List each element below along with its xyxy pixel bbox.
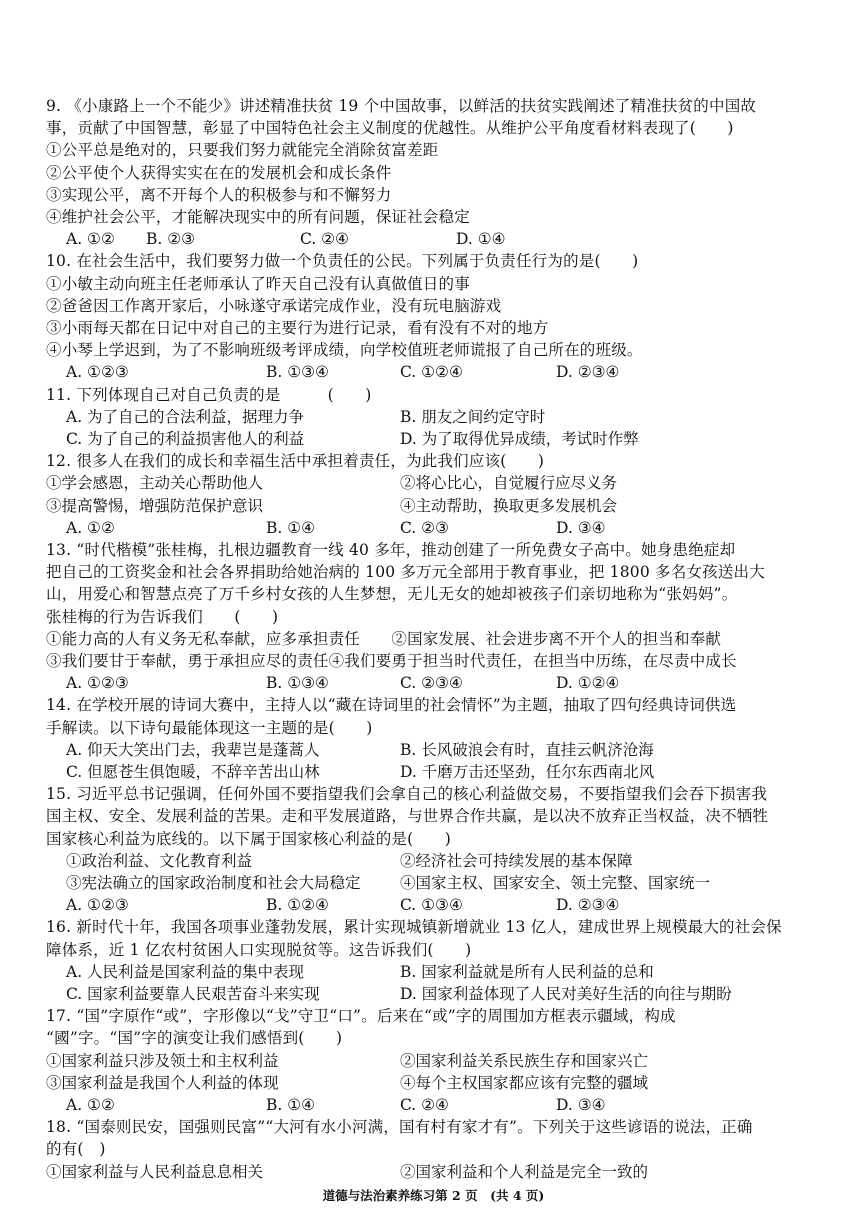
statement-option: ③我们要甘于奉献，勇于承担应尽的责任④我们要勇于担当时代责任，在担当中历练，在尽责中成长 — [46, 652, 737, 670]
answer-option: ④每个主权国家都应该有完整的疆域 — [400, 1073, 649, 1092]
question-stem-line: 10. 在社会生活中，我们要努力做一个负责任的公民。下列属于负责任行为的是( ) — [46, 252, 639, 271]
answer-choice: D. ②③④ — [556, 896, 620, 915]
answer-choice: A. ①②③ — [66, 896, 129, 915]
answer-option: A. 为了自己的合法利益，据理力争 — [66, 407, 305, 426]
statement-option: ③小雨每天都在日记中对自己的主要行为进行记录，看有没有不对的地方 — [46, 319, 549, 337]
answer-choice: C. ②④ — [300, 230, 349, 249]
answer-choice: D. ②③④ — [556, 363, 620, 382]
answer-option: A. 仰天大笑出门去，我辈岂是蓬蒿人 — [66, 740, 320, 759]
statement-option: ④维护社会公平，才能解决现实中的所有问题，保证社会稳定 — [46, 208, 470, 226]
answer-option: ②国家利益和个人利益是完全一致的 — [400, 1162, 649, 1181]
statement-option: ④小琴上学迟到，为了不影响班级考评成绩，向学校值班老师谎报了自己所在的班级。 — [46, 341, 643, 360]
answer-option: ②国家利益关系民族生存和国家兴亡 — [400, 1051, 649, 1070]
answer-option: C. 国家利益要靠人民艰苦奋斗来实现 — [66, 985, 320, 1003]
statement-option: ①能力高的人有义务无私奉献，应多承担责任 ②国家发展、社会进步离不开个人的担当和奉献 — [46, 629, 722, 648]
answer-option: D. 千磨万击还坚劲，任尔东西南北风 — [400, 763, 655, 781]
answer-option: ①学会感恩，主动关心帮助他人 — [46, 474, 264, 493]
answer-choice: B. ②③ — [146, 230, 196, 249]
question-stem-line: 14. 在学校开展的诗词大赛中，主持人以“藏在诗词里的社会情怀”为主题，抽取了四句经典诗词供选 — [46, 696, 737, 715]
statement-option: ③实现公平，离不开每个人的积极参与和不懈努力 — [46, 185, 392, 204]
answer-choice: A. ①② — [66, 518, 115, 537]
question-stem-line: 山，用爱心和智慧点亮了万千乡村女孩的人生梦想，无儿无女的她却被孩子们亲切地称为“张妈妈”。 — [46, 585, 738, 604]
statement-option: ①公平总是绝对的，只要我们努力就能完全消除贫富差距 — [46, 141, 439, 160]
page-footer: 道德与法治素养练习第 2 页 (共 4 页) — [322, 1188, 545, 1203]
answer-choice: B. ①④ — [266, 1096, 316, 1114]
answer-choice: D. ①②④ — [556, 674, 620, 693]
question-stem-line: 13. “时代楷模”张桂梅，扎根边疆教育一线 40 多年，推动创建了一所免费女子高中。她身患绝症却 — [46, 541, 736, 559]
question-stem-line: 17. “国”字原作“或”，字形像以“戈”守卫“口”。后来在“或”字的周围加方框表示疆域，构成 — [46, 1007, 676, 1026]
question-stem-line: 18. “国泰则民安，国强则民富”“大河有水小河满，国有村有家才有”。下列关于这些谚语的说法，正确 — [46, 1118, 753, 1137]
question-stem-line: 把自己的工资奖金和社会各界捐助给她治病的 100 多万元全部用于教育事业，把 1800 多名女孩送出大 — [46, 563, 765, 582]
question-stem-line: “國”字。“国”字的演变让我们感悟到( ) — [46, 1029, 343, 1048]
answer-option: ③国家利益是我国个人利益的体现 — [46, 1073, 279, 1092]
answer-choice: B. ①④ — [266, 518, 316, 537]
answer-choice: C. ①②④ — [400, 363, 463, 382]
answer-choice: C. ②③④ — [400, 674, 463, 693]
answer-option: ②将心比心，自觉履行应尽义务 — [400, 474, 618, 493]
answer-choice: A. ①②③ — [66, 674, 129, 693]
answer-option: D. 国家利益体现了人民对美好生活的向往与期盼 — [400, 985, 732, 1003]
answer-option: ①政治利益、文化教育利益 — [66, 851, 253, 870]
answer-option: ③宪法确立的国家政治制度和社会大局稳定 — [66, 874, 361, 892]
question-stem-line: 障体系，近 1 亿农村贫困人口实现脱贫等。这告诉我们( ) — [46, 940, 472, 959]
answer-option: ①国家利益只涉及领土和主权利益 — [46, 1051, 279, 1070]
question-stem-line: 16. 新时代十年，我国各项事业蓬勃发展，累计实现城镇新增就业 13 亿人，建成世界上规模最大的社会保 — [46, 918, 782, 937]
answer-option: C. 但愿苍生俱饱暖，不辞辛苦出山林 — [66, 763, 320, 781]
statement-option: ②爸爸因工作离开家后，小咏遂守承诺完成作业，没有玩电脑游戏 — [46, 296, 502, 315]
question-stem-line: 国主权、安全、发展利益的苦果。走和平发展道路，与世界合作共赢，是以决不放弃正当权益，决不牺牲 — [46, 807, 769, 826]
question-stem-line: 张桂梅的行为告诉我们 ( ) — [46, 607, 279, 626]
answer-choice: B. ①②④ — [266, 896, 329, 915]
answer-choice: C. ①③④ — [400, 896, 463, 915]
answer-option: ②经济社会可持续发展的基本保障 — [400, 851, 633, 870]
answer-choice: A. ①② — [66, 1096, 115, 1114]
answer-option: ①国家利益与人民利益息息相关 — [46, 1162, 264, 1181]
answer-option: A. 人民利益是国家利益的集中表现 — [66, 962, 305, 981]
question-stem-line: 手解读。以下诗句最能体现这一主题的是( ) — [46, 718, 373, 737]
answer-choice: A. ①② — [66, 230, 115, 249]
question-stem-line: 11. 下列体现自己对自己负责的是 ( ) — [46, 385, 372, 404]
answer-choice: B. ①③④ — [266, 363, 329, 382]
question-stem-line: 12. 很多人在我们的成长和幸福生活中承担着责任，为此我们应该( ) — [46, 452, 545, 471]
answer-choice: A. ①②③ — [66, 363, 129, 382]
question-stem-line: 国家核心利益为底线的。以下属于国家核心利益的是( ) — [46, 829, 451, 848]
statement-option: ①小敏主动向班主任老师承认了昨天自己没有认真做值日的事 — [46, 274, 470, 293]
question-stem-line: 15. 习近平总书记强调，任何外国不要指望我们会拿自己的核心利益做交易，不要指望我们会吞下损害我 — [46, 785, 768, 804]
answer-choice: D. ③④ — [556, 1096, 606, 1114]
answer-option: B. 国家利益就是所有人民利益的总和 — [400, 962, 654, 981]
question-stem-line: 9. 《小康路上一个不能少》讲述精准扶贫 19 个中国故事，以鲜活的扶贫实践阐述了精准扶贫的中国故 — [46, 97, 757, 115]
answer-option: ③提高警惕，增强防范保护意识 — [46, 496, 264, 515]
answer-choice: B. ①③④ — [266, 674, 329, 693]
question-stem-line: 的有( ) — [46, 1140, 106, 1159]
answer-option: B. 长风破浪会有时，直挂云帆济沧海 — [400, 740, 654, 759]
answer-option: ④主动帮助，换取更多发展机会 — [400, 496, 618, 515]
answer-option: ④国家主权、国家安全、领土完整、国家统一 — [400, 874, 711, 892]
answer-option: D. 为了取得优异成绩，考试时作弊 — [400, 430, 639, 448]
statement-option: ②公平使个人获得实实在在的发展机会和成长条件 — [46, 163, 392, 182]
question-stem-line: 事，贡献了中国智慧，彰显了中国特色社会主义制度的优越性。从维护公平角度看材料表现了( ) — [46, 119, 734, 138]
answer-choice: D. ①④ — [456, 230, 506, 249]
answer-choice: C. ②③ — [400, 518, 449, 537]
answer-choice: C. ②④ — [400, 1096, 449, 1114]
answer-choice: D. ③④ — [556, 518, 606, 537]
answer-option: B. 朋友之间约定守时 — [400, 407, 546, 426]
answer-option: C. 为了自己的利益损害他人的利益 — [66, 430, 305, 448]
